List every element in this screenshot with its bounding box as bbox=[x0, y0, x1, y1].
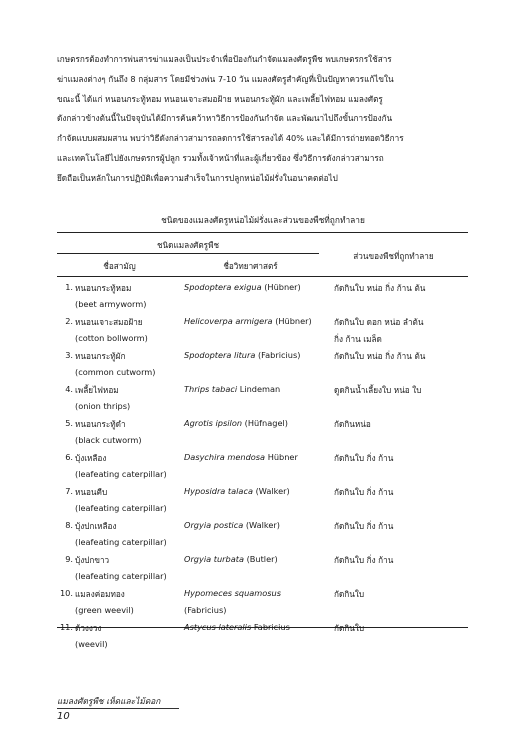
scientific-name bbox=[184, 452, 298, 462]
damaged-part: กัดกินใบ กิ่ง ก้าน bbox=[334, 453, 394, 463]
species-author: Fabricius bbox=[253, 622, 290, 632]
damaged-part: กัดกินใบ กิ่ง ก้าน bbox=[334, 555, 394, 565]
english-name: (beet armyworm) bbox=[75, 299, 147, 309]
damaged-part: ดูดกินน้ำเลี้ยงใบ หน่อ ใบ bbox=[334, 385, 422, 395]
species-name: Hypomeces squamosus bbox=[184, 588, 282, 598]
damaged-part: กัดกินใบ bbox=[334, 623, 365, 633]
species-author: (Walker) bbox=[245, 520, 280, 530]
paragraph-line: และเทคโนโลยีไปยังเกษตรกรผู้ปลูก รวมทั้งเจ้าหน้าที่และผู้เกี่ยวข้อง ซึ่งวิธีการดังกล่าวสามารถ bbox=[57, 152, 384, 163]
header-common-name: ชื่อสามัญ bbox=[103, 261, 136, 271]
species-author-line2: (Fabricius) bbox=[184, 605, 227, 615]
scientific-name bbox=[184, 316, 312, 326]
species-name: Astycus lateralis bbox=[184, 622, 252, 632]
common-name: หนอนกระทู้หอม bbox=[75, 283, 132, 293]
english-name: (black cutworm) bbox=[75, 435, 142, 445]
species-author: (Walker) bbox=[255, 486, 290, 496]
species-name: Orgyia postica bbox=[184, 520, 244, 530]
paragraph-line: ดังกล่าวข้างต้นนี้ในปัจจุบันได้มีการค้นคว้าหาวิธีการป้องกันกำจัด และพัฒนาไปถึงขั้นการป้องกัน bbox=[57, 113, 393, 124]
scientific-name bbox=[184, 520, 280, 530]
species-name: Orgyia turbata bbox=[184, 554, 244, 564]
table-title: ชนิดของแมลงศัตรูหน่อไม้ฝรั่งและส่วนของพืชที่ถูกทำลาย bbox=[161, 215, 365, 225]
paragraph-line: ขณะนี้ ได้แก่ หนอนกระทู้หอม หนอนเจาะสมอฝ้าย หนอนกระทู้ผัก และเพลี้ยไฟหอม แมลงศัตรู bbox=[57, 93, 383, 104]
scientific-name bbox=[184, 622, 290, 632]
paragraph-line: ยึดถือเป็นหลักในการปฏิบัติเพื่อความสำเร็จในการปลูกหน่อไม้ฝรั่งในอนาคตต่อไป bbox=[57, 172, 338, 183]
page-number: 10 bbox=[57, 711, 70, 722]
species-name: Spodoptera litura bbox=[184, 350, 256, 360]
footer-title: แมลงศัตรูพืช เห็ดและไม้ดอก bbox=[57, 696, 161, 706]
row-number: 5. bbox=[65, 418, 73, 428]
damaged-part-line2: กิ่ง ก้าน เมล็ด bbox=[334, 334, 382, 344]
row-number: 1. bbox=[65, 282, 73, 292]
english-name: (common cutworm) bbox=[75, 367, 156, 377]
scientific-name bbox=[184, 588, 281, 598]
scientific-name bbox=[184, 486, 290, 496]
common-name: เพลี้ยไฟหอม bbox=[75, 385, 119, 395]
row-number: 10. bbox=[59, 588, 73, 598]
common-name: หนอนเจาะสมอฝ้าย bbox=[75, 317, 143, 327]
damaged-part: กัดกินใบ bbox=[334, 589, 365, 599]
scientific-name bbox=[184, 554, 278, 564]
species-author: (Hübner) bbox=[275, 316, 312, 326]
damaged-part: กัดกินใบ กิ่ง ก้าน bbox=[334, 487, 394, 497]
paragraph-line: กำจัดแบบผสมผสาน พบว่าวิธีดังกล่าวสามารถลดการใช้สารลงได้ 40% และได้มีการถ่ายทอดวิธีการ bbox=[57, 133, 404, 144]
row-number: 9. bbox=[65, 554, 73, 564]
species-author: Hübner bbox=[267, 452, 298, 462]
english-name: (leafeating caterpillar) bbox=[75, 571, 167, 581]
row-number: 11. bbox=[59, 622, 73, 632]
damaged-part: กัดกินใบ ดอก หน่อ ลำต้น bbox=[334, 317, 424, 327]
header-pest-type: ชนิดแมลงศัตรูพืช bbox=[156, 240, 220, 250]
damaged-part: กัดกินใบ หน่อ กิ่ง ก้าน ต้น bbox=[334, 283, 426, 293]
scientific-name bbox=[184, 384, 280, 394]
footer-rule bbox=[57, 708, 179, 709]
english-name: (leafeating caterpillar) bbox=[75, 469, 167, 479]
species-name: Helicoverpa armigera bbox=[184, 316, 273, 326]
species-name: Thrips tabaci bbox=[184, 384, 238, 394]
species-author: Lindeman bbox=[239, 384, 281, 394]
damaged-part: กัดกินใบ กิ่ง ก้าน bbox=[334, 521, 394, 531]
scientific-name bbox=[184, 282, 301, 292]
header-scientific-name: ชื่อวิทยาศาสตร์ bbox=[223, 261, 278, 271]
damaged-part: กัดกินใบ หน่อ กิ่ง ก้าน ต้น bbox=[334, 351, 426, 361]
english-name: (leafeating caterpillar) bbox=[75, 503, 167, 513]
paragraph-line: ฆ่าแมลงต่างๆ กันถึง 8 กลุ่มสาร โดยมีช่วงพ่น 7-10 วัน แมลงศัตรูสำคัญที่เป็นปัญหาควรแก้ไขใน bbox=[57, 73, 394, 84]
english-name: (onion thrips) bbox=[75, 401, 131, 411]
row-number: 6. bbox=[65, 452, 73, 462]
common-name: บุ้งเหลือง bbox=[75, 453, 107, 463]
english-name: (weevil) bbox=[75, 639, 108, 649]
scientific-name bbox=[184, 418, 288, 428]
species-author: (Hüfnagel) bbox=[244, 418, 288, 428]
common-name: หนอนกระทู้ดำ bbox=[75, 419, 126, 429]
row-number: 4. bbox=[65, 384, 73, 394]
header-damaged-part: ส่วนของพืชที่ถูกทำลาย bbox=[353, 251, 434, 261]
species-author: (Fabricius) bbox=[257, 350, 301, 360]
common-name: หนอนกระทู้ผัก bbox=[75, 351, 126, 361]
row-number: 8. bbox=[65, 520, 73, 530]
species-name: Hyposidra talaca bbox=[184, 486, 253, 496]
common-name: แมลงค่อมทอง bbox=[75, 589, 125, 599]
common-name: บุ้งปกเหลือง bbox=[75, 521, 117, 531]
common-name: ด้วงงวง bbox=[75, 623, 102, 633]
damaged-part: กัดกินหน่อ bbox=[334, 419, 371, 429]
common-name: บุ้งปกขาว bbox=[75, 555, 110, 565]
paragraph-line: เกษตรกรต้องทำการพ่นสารฆ่าแมลงเป็นประจำเพื่อป้องกันกำจัดแมลงศัตรูพืช พบเกษตรกรใช้สาร bbox=[57, 54, 392, 64]
english-name: (cotton bollworm) bbox=[75, 333, 148, 343]
scientific-name bbox=[184, 350, 300, 360]
common-name: หนอนคืบ bbox=[75, 487, 108, 497]
row-number: 2. bbox=[65, 316, 73, 326]
species-name: Dasychira mendosa bbox=[184, 452, 266, 462]
species-name: Agrotis ipsilon bbox=[184, 418, 243, 428]
english-name: (leafeating caterpillar) bbox=[75, 537, 167, 547]
english-name: (green weevil) bbox=[75, 605, 134, 615]
species-name: Spodoptera exigua bbox=[184, 282, 262, 292]
row-number: 3. bbox=[65, 350, 73, 360]
species-author: (Hübner) bbox=[264, 282, 301, 292]
row-number: 7. bbox=[65, 486, 73, 496]
species-author: (Butler) bbox=[246, 554, 278, 564]
